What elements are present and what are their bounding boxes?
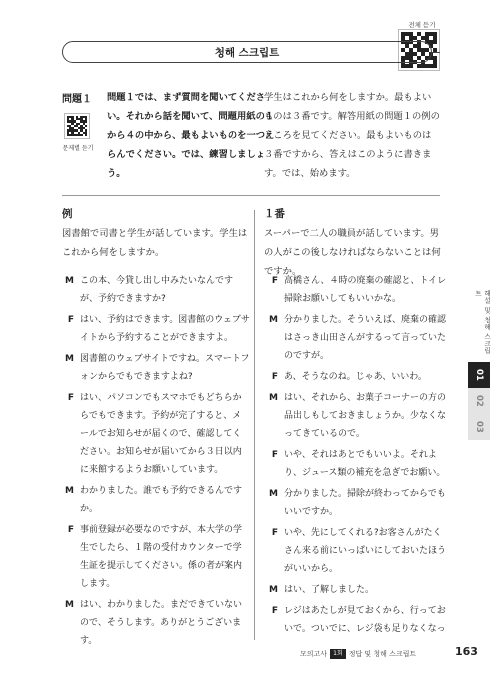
- dialogue-line: [262, 368, 448, 386]
- dialogue-line: [262, 311, 448, 365]
- dialogue-line: [58, 272, 250, 308]
- speaker-label: M: [269, 585, 278, 595]
- dialogue-text: はい、わかりました。まだできていないので、そうします。ありがとうございます。: [80, 600, 243, 646]
- full-listening-label: 전체 듣기: [408, 21, 436, 29]
- example-heading: 例: [62, 208, 73, 220]
- dialogue-line: [58, 350, 250, 386]
- speaker-label: F: [67, 393, 74, 403]
- speaker-label: F: [271, 450, 278, 460]
- footer-chip: 1회: [330, 649, 346, 659]
- tab-03[interactable]: [468, 414, 490, 440]
- dialogue-text: わかりました。誰でも予約できるんですか。: [80, 486, 243, 514]
- dialogue-text: この本、今貸し出し中みたいなんですが、予約できますか?: [80, 276, 234, 304]
- speaker-label: F: [271, 528, 278, 538]
- question-1-intro: スーパーで二人の職員が話しています。男の人がこの後しなければならないことは何ですか。: [264, 228, 441, 277]
- example-intro: 図書館で司書と学生が話しています。学生はこれから何をしますか。: [62, 228, 248, 258]
- speaker-label: M: [65, 276, 74, 286]
- column-divider: [254, 210, 255, 640]
- dialogue-text: 事前登録が必要なのですが、本大学の学生でしたら、１階の受付カウンターで学生証を提示してください。係の者が案内します。: [80, 525, 243, 589]
- header-rule: [432, 52, 440, 53]
- problem-qr-code[interactable]: [64, 113, 90, 139]
- dialogue-line: [58, 311, 250, 347]
- speaker-label: F: [67, 315, 74, 325]
- dialogue-line: [262, 602, 448, 638]
- speaker-label: M: [269, 489, 278, 499]
- section-title-pill: [62, 41, 432, 63]
- speaker-label: M: [269, 315, 278, 325]
- speaker-label: M: [65, 486, 74, 496]
- dialogue-line: [58, 596, 250, 650]
- dialogue-text: あ、そうなのね。じゃあ、いいわ。: [284, 372, 427, 382]
- problem-qr-label: 문제별 듣기: [62, 145, 94, 152]
- dialogue-text: レジはあたしが見ておくから、行っておいで。ついでに、レジ袋も足りなくなっ: [284, 606, 446, 634]
- dialogue-line: [58, 389, 250, 479]
- side-tab-caption: 해설 및 청해 스크립트: [474, 290, 491, 354]
- speaker-label: M: [65, 354, 74, 364]
- speaker-label: F: [271, 606, 278, 616]
- speaker-label: M: [269, 393, 278, 403]
- question-1-dialogue: [262, 272, 448, 638]
- speaker-label: F: [271, 372, 278, 382]
- section-divider: [62, 195, 440, 196]
- dialogue-text: はい、それから、お菓子コーナーの方の品出しもしておきましょうか。少なくなってきているので。: [284, 393, 447, 439]
- speaker-label: M: [65, 600, 74, 610]
- question-1-heading: １番: [264, 208, 285, 220]
- dialogue-text: いや、それはあとでもいいよ。それより、ジュース類の補充を急ぎでお願い。: [284, 450, 446, 478]
- dialogue-text: いや、先にしてくれる?お客さんがたくさん来る前にいっぱいにしておいたほうがいいから。: [284, 528, 447, 574]
- tab-label: 03: [474, 421, 484, 433]
- dialogue-text: 高橋さん、４時の廃棄の確認と、トイレ掃除お願いしてもいいかな。: [284, 276, 447, 304]
- dialogue-line: [262, 485, 448, 521]
- dialogue-line: [262, 524, 448, 578]
- speaker-label: F: [271, 276, 278, 286]
- dialogue-text: 分かりました。掃除が終わってからでもいいですか。: [284, 489, 446, 517]
- dialogue-text: はい、パソコンでもスマホでもどちらからでもできます。予約が完了すると、メールでお知らせが届くので、確認してください。お知らせが届いてから３日以内に来館するようお願いしています。: [80, 393, 242, 475]
- page-number: 163: [455, 645, 478, 658]
- footer-section-label: 정답 및 청해 스크립트: [348, 650, 417, 658]
- problem-label: 問題１: [62, 94, 92, 105]
- dialogue-text: はい、了解しました。: [284, 585, 375, 595]
- dialogue-text: はい、予約はできます。図書館のウェブサイトから予約することができますよ。: [80, 315, 250, 343]
- dialogue-line: [262, 272, 448, 308]
- dialogue-line: [262, 446, 448, 482]
- tab-01[interactable]: [468, 362, 490, 388]
- problem-answer-explanation: 学生はこれから何をしますか。最もよいものは３番です。解答用紙の問題１の例のところを見てください。最もよいものは３番ですから、答えはこのように書きます。では、始めます。: [264, 92, 440, 179]
- dialogue-line: [58, 521, 250, 593]
- footer-book-label: 모의고사: [300, 650, 328, 658]
- tab-label: 01: [474, 369, 484, 381]
- dialogue-text: 分かりました。そういえば、廃棄の確認はさっき山田さんがするって言っていたのですが。: [284, 315, 447, 361]
- problem-instruction: 問題１では、まず質問を聞いてください。それから話を聞いて、問題用紙の１から４の中から、最もよいものを一つえらんでください。では、練習しましょう。: [107, 92, 275, 179]
- qr-pattern: [67, 116, 87, 136]
- dialogue-text: 図書館のウェブサイトですね。スマートフォンからでもできますよね?: [80, 354, 250, 382]
- dialogue-line: [262, 389, 448, 443]
- section-title: 청해 스크립트: [214, 46, 280, 59]
- speaker-label: F: [67, 525, 74, 535]
- example-dialogue: [58, 272, 250, 650]
- page-footer: [300, 648, 416, 660]
- tab-02[interactable]: [468, 388, 490, 414]
- dialogue-line: [262, 581, 448, 599]
- tab-label: 02: [474, 395, 484, 407]
- dialogue-line: [58, 482, 250, 518]
